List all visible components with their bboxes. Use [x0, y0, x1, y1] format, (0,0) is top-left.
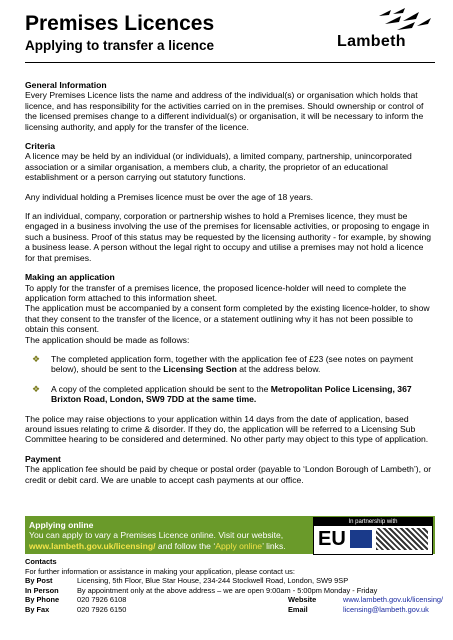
- eu-flag-icon: [350, 530, 372, 548]
- contacts-section: [25, 557, 444, 615]
- contact-row-person: In Person By appointment only at the above address – we are open 9:00am - 5:00pm Monday - Friday: [25, 585, 378, 595]
- criteria-text-2: Any individual holding a Premises licence must be over the age of 18 years.: [25, 191, 314, 202]
- bird-icon: [375, 6, 433, 32]
- header-divider: [25, 62, 435, 63]
- apply-online-link[interactable]: Apply online: [215, 540, 263, 551]
- eu-band-text: In partnership with: [314, 518, 432, 526]
- contacts-heading: Contacts: [25, 557, 57, 566]
- contacts-intro: For further information or assistance in making your application, please contact us:: [25, 566, 295, 576]
- criteria-text-3: If an individual, company, corporation or partnership wishes to hold a Premises licence, they must be engaged in a business involving the use of the premises for licensable activities, or proposing to engage in such a business. Proof of this status may be requested by the licensing authority - for example, by showing a business lease. A person without the legal right to occupy and utilise a premises may not hold a licence for that premises.: [25, 211, 432, 263]
- list-item: ❖ A copy of the completed application should be sent to the Metropolitan Police Licensing, 367 Brixton Road, London, SW9 7DD at the same time.: [32, 383, 412, 405]
- online-text: You can apply to vary a Premises Licence online. Visit our website,: [29, 530, 284, 541]
- payment-text: The application fee should be paid by cheque or postal order (payable to ‘London Borough of Lambeth’), or credit or debit card. We are unable to accept cash payments at our office.: [25, 464, 432, 485]
- criteria-heading: Criteria: [25, 141, 56, 152]
- application-steps: [25, 354, 435, 405]
- main-content: [25, 80, 435, 494]
- payment-heading: Payment: [25, 453, 61, 464]
- making-text-3: The application should be made as follows:: [25, 334, 190, 345]
- contact-website-link[interactable]: www.lambeth.gov.uk/licensing/: [343, 595, 444, 605]
- diamond-bullet-icon: ❖: [32, 383, 41, 394]
- contact-row-fax: By Fax 020 7926 6150 Email licensing@lambeth.gov.uk: [25, 604, 429, 614]
- logo-text: Lambeth: [337, 33, 406, 50]
- apply-online-banner: Applying online You can apply to vary a Premises Licence online. Visit our website, www.lambeth.gov.uk/licensing/ and follow the ‘Apply online’ links.: [25, 516, 435, 554]
- page-subtitle: Applying to transfer a licence: [25, 38, 215, 53]
- eu-text: EU: [318, 528, 346, 550]
- making-text-2: The application must be accompanied by a consent form completed by the existing licence-holder, to show that they consent to the transfer of the licence, or a statement outlining why it has not been possible to obtain this consent.: [25, 303, 430, 335]
- lambeth-logo: [335, 6, 435, 52]
- eu-partnership-badge: [313, 517, 433, 555]
- contact-email-link[interactable]: licensing@lambeth.gov.uk: [343, 604, 429, 614]
- making-text-1: To apply for the transfer of a premises licence, the proposed licence-holder will need to complete the application form attached to this information sheet.: [25, 282, 407, 303]
- diamond-bullet-icon: ❖: [32, 353, 41, 364]
- list-item: ❖ The completed application form, together with the application fee of £23 (see notes on payment below), should be sent to the Licensing Section at the address below.: [32, 353, 414, 375]
- criteria-text-1: A licence may be held by an individual (or individuals), a limited company, partnership, unincorporated association or a similar organisation, a members club, a charity, the proprietor of an educational establishment or a person carrying out statutory functions.: [25, 151, 412, 183]
- making-heading: Making an application: [25, 272, 115, 283]
- contact-row-phone: By Phone 020 7926 6108 Website www.lambeth.gov.uk/licensing/: [25, 595, 444, 605]
- contact-row-post: By Post Licensing, 5th Floor, Blue Star House, 234-244 Stockwell Road, London, SW9 9SP: [25, 576, 349, 586]
- online-heading: Applying online: [29, 520, 94, 530]
- police-text: The police may raise objections to your application within 14 days from the date of application, based around issues relating to crime & disorder. If they do, the application will be referred to a Licensing Sub Committee hearing to be considered and determined. No other party may object to this type of application.: [25, 413, 429, 445]
- general-text: Every Premises Licence lists the name and address of the individual(s) or organisation which holds that licence, and has responsibility for the activities carried on in the premises. Should ownership or control of the licensed premises change to a different individual(s) or organisation, it will be necessary to inform the licensing authority, and apply for the transfer of the licence.: [25, 90, 424, 132]
- decorative-pattern: [376, 528, 428, 550]
- page-title: Premises Licences: [25, 12, 215, 35]
- general-heading: General Information: [25, 80, 107, 90]
- website-link[interactable]: www.lambeth.gov.uk/licensing/: [29, 540, 156, 551]
